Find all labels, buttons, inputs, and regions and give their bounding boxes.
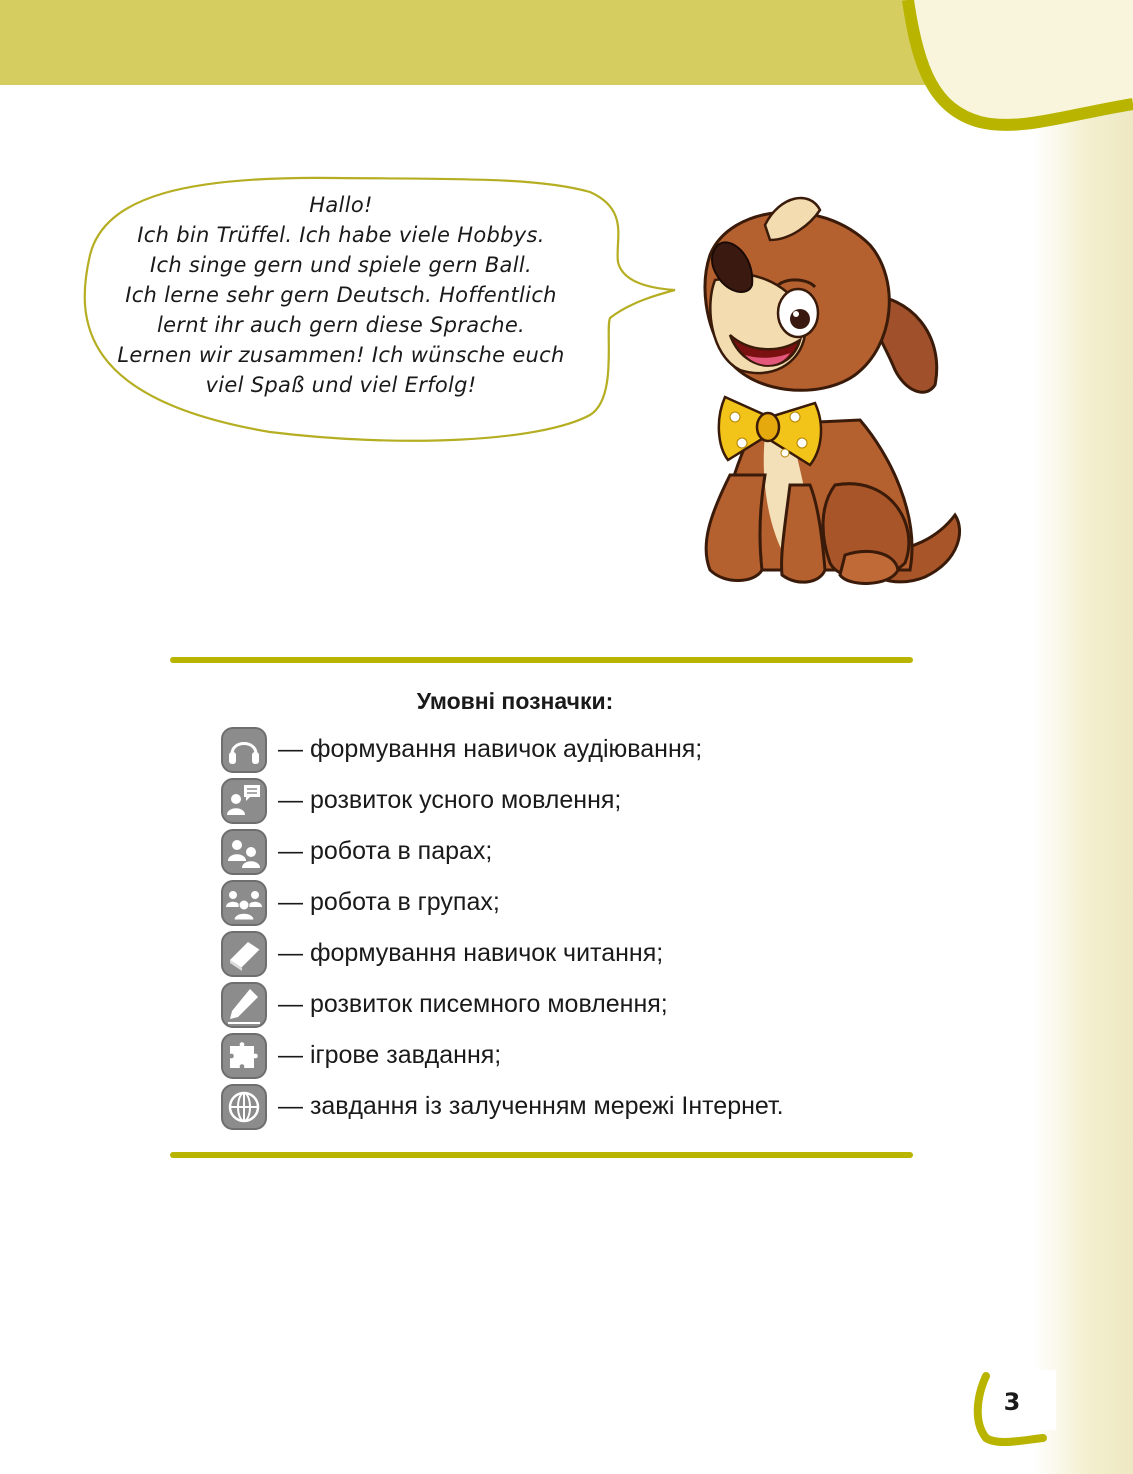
headphones-icon xyxy=(220,726,268,774)
speech-line: lernt ihr auch gern diese Sprache. xyxy=(156,313,526,337)
puzzle-icon xyxy=(220,1032,268,1080)
legend-item-writing xyxy=(220,979,784,1030)
legend-item-listening xyxy=(220,724,784,775)
legend-item-text: — ігрове завдання; xyxy=(278,1041,502,1069)
bottom-rule xyxy=(170,1152,913,1158)
page-number: 3 xyxy=(1003,1388,1021,1416)
legend-item-text: — розвиток писемного мовлення; xyxy=(278,990,668,1018)
side-strip xyxy=(1033,0,1133,1474)
legend-item-text: — формування навичок аудіювання; xyxy=(278,735,703,763)
legend-item-text: — робота в парах; xyxy=(278,837,493,865)
top-rule xyxy=(170,657,913,663)
legend-item-text: — завдання із залученням мережі Інтернет. xyxy=(278,1092,784,1120)
speech-bubble-text xyxy=(86,190,596,400)
legend-item-text: — розвиток усного мовлення; xyxy=(278,786,622,814)
dog-illustration xyxy=(670,185,980,600)
legend-item-internet xyxy=(220,1081,784,1132)
legend-item-text: — робота в групах; xyxy=(278,888,500,916)
legend-item-speaking xyxy=(220,775,784,826)
pair-work-icon xyxy=(220,828,268,876)
book-icon xyxy=(220,930,268,978)
globe-icon xyxy=(220,1083,268,1131)
speech-line: Ich lerne sehr gern Deutsch. Hoffentlich xyxy=(125,283,557,307)
group-work-icon xyxy=(220,879,268,927)
legend-item-game xyxy=(220,1030,784,1081)
legend-item-groups xyxy=(220,877,784,928)
legend-item-reading xyxy=(220,928,784,979)
legend-title: Умовні позначки: xyxy=(416,688,614,714)
legend-item-pairs xyxy=(220,826,784,877)
speech-line: Ich singe gern und spiele gern Ball. xyxy=(150,253,532,277)
speech-line: Ich bin Trüffel. Ich habe viele Hobbys. xyxy=(137,223,545,247)
speech-line: Hallo! xyxy=(309,193,373,217)
legend-list xyxy=(220,724,784,1132)
pencil-icon xyxy=(220,981,268,1029)
legend-item-text: — формування навичок читання; xyxy=(278,939,664,967)
corner-decoration xyxy=(890,0,1133,140)
speech-line: viel Spaß und viel Erfolg! xyxy=(205,373,477,397)
speaking-icon xyxy=(220,777,268,825)
speech-line: Lernen wir zusammen! Ich wünsche euch xyxy=(117,343,565,367)
